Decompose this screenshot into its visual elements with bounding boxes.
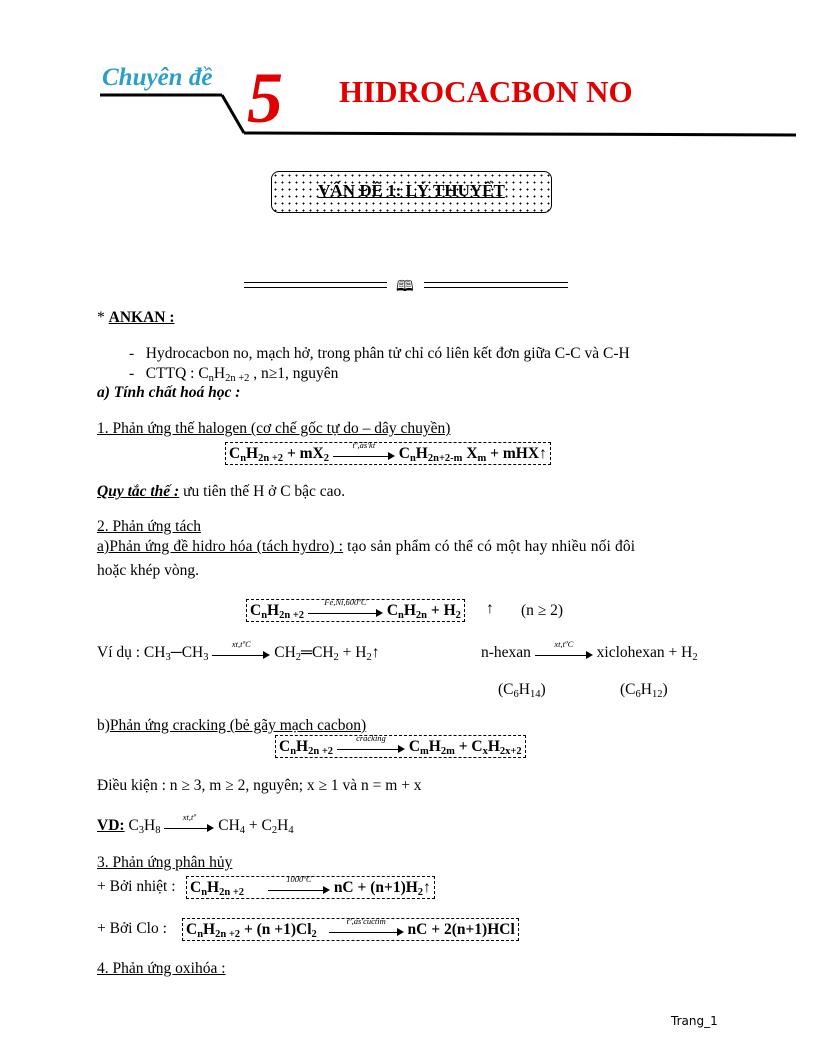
dehydro-arrow-up: ↑ [486, 600, 494, 617]
example-propane: VD: $C_3H_8$ xt,tº $CH_4 + C_2H_4$ [97, 812, 294, 836]
formula-c6h14: $(C_6H_{14})$ [498, 681, 546, 700]
formula-c6h12: $(C_6H_{12})$ [620, 681, 668, 700]
cracking-condition: Điều kiện : n ≥ 3, m ≥ 2, nguyên; x ≥ 1 và n = m + x [97, 777, 422, 794]
separator-left [244, 282, 387, 288]
page-number: Trang_1 [671, 1014, 718, 1028]
thermal-equation: $C_nH_{2n +2}$ 1000ºC nC + $(n+1)H_2↑$ [186, 876, 435, 899]
dehydro-condition: (n ≥ 2) [521, 602, 564, 619]
chlorine-equation: $C_nH_{2n +2} + (n +1)Cl_2$ tº,ás'cuctim nC + 2(n+1)HCl [182, 918, 519, 941]
chuyen-de-label: Chuyên đề [102, 64, 213, 91]
reaction-2-heading: 2. Phản ứng tách [97, 518, 201, 535]
substitution-rule: Quy tắc thế : ưu tiên thế H ở C bậc cao. [97, 483, 346, 500]
chem-props-title: a) Tính chất hoá học : [97, 384, 241, 401]
page-title: HIDROCACBON NO [339, 74, 633, 109]
section-title-box [271, 171, 552, 213]
reaction-1-equation: $C_nH_{2n +2} + mX_2$ tº,ás'kt $C_nH_{2n+2-m}$ $X_m$ + mHX↑ [225, 442, 551, 465]
ankan-bullet-1: - Hydrocacbon no, mạch hở, trong phân tử chỉ có liên kết đơn giữa C-C và C-H [129, 345, 630, 362]
dehydro-text-2: hoặc khép vòng. [97, 562, 200, 579]
cracking-equation: $C_nH_{2n +2}$ cracking $C_mH_{2m} + C_xH_{2x+2}$ [275, 735, 526, 758]
reaction-4-heading: 4. Phản ứng oxihóa : [97, 960, 226, 977]
example-hexan: n-hexan xt,tºC xiclohexan + $H_2$ [481, 639, 698, 663]
reaction-3-heading: 3. Phản ứng phân hủy [97, 854, 233, 871]
example-ethane: Ví dụ : $CH_3─CH_3$ xt,tºC $CH_2═CH_2$ + $H_2↑$ [97, 639, 380, 663]
thermal-label: + Bởi nhiệt : [97, 878, 176, 895]
reaction-1-heading: 1. Phản ứng thế halogen (cơ chế gốc tự do – dây chuyền) [97, 420, 451, 437]
cracking-heading: b)Phản ứng cracking (bẻ gãy mạch cacbon) [97, 717, 367, 734]
section-title: VẤN ĐỀ 1: LÝ THUYẾT [318, 181, 505, 200]
ankan-heading: * ANKAN : [97, 309, 175, 326]
chapter-number: 5 [247, 58, 283, 138]
book-icon: 🕮 [396, 279, 414, 295]
separator-right [424, 282, 568, 288]
ankan-bullet-2: - CTTQ : $C_nH_{2n +2}$ , n≥1, nguyên [129, 365, 339, 384]
dehydro-text: a)Phản ứng đề hidro hóa (tách hydro) : tạo sản phẩm có thể có một hay nhiều nối đôi [97, 538, 636, 555]
chlorine-label: + Bởi Clo : [97, 920, 167, 937]
dehydro-equation: $C_nH_{2n +2}$ Fe,Ni,600ºC $C_nH_{2n} + H_2$ [246, 599, 465, 622]
